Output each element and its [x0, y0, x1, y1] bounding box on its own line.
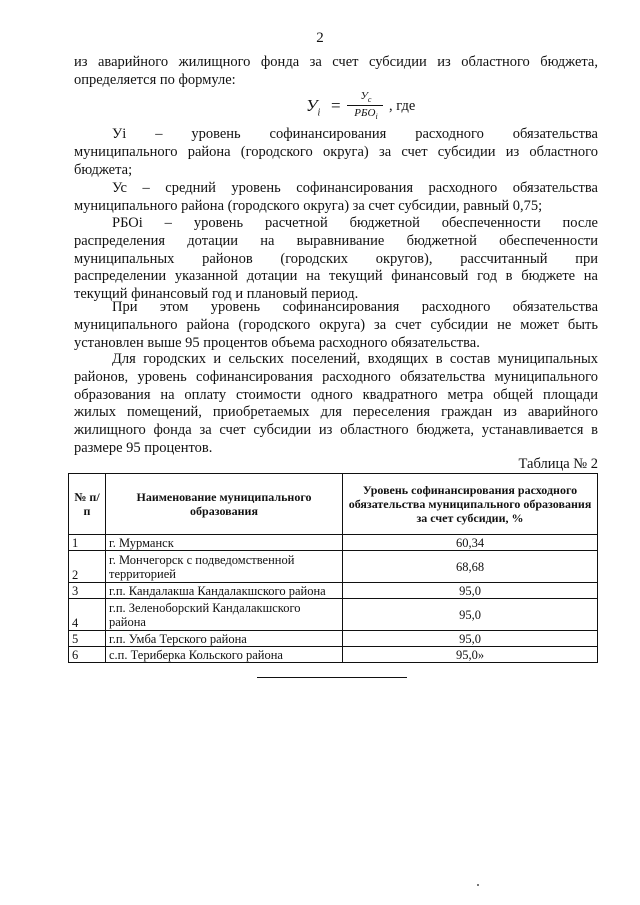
row-name: г.п. Зеленоборский Кандалакшского района — [106, 599, 343, 631]
row-num: 2 — [69, 551, 106, 583]
definition-yi — [74, 126, 598, 179]
paragraph-line: образования на оплату стоимости одного квадратного метра общей площади — [74, 386, 598, 403]
row-value: 95,0 — [343, 599, 598, 631]
paragraph-line: установлен выше 95 процентов объема расходного обязательства. — [74, 334, 480, 351]
row-num: 5 — [69, 631, 106, 647]
formula-denominator: $РБО_i$ — [354, 107, 378, 122]
row-value: 95,0 — [343, 583, 598, 599]
limit-paragraph — [74, 299, 598, 352]
row-num: 1 — [69, 535, 106, 551]
definition-line: РБОi – уровень расчетной бюджетной обеспеченности после — [112, 215, 598, 231]
definition-line: Уi – уровень софинансирования расходного обязательства — [112, 126, 598, 142]
row-value: 68,68 — [343, 551, 598, 583]
table-row — [69, 599, 598, 631]
scan-speck — [477, 884, 479, 886]
header-num: № п/п — [69, 474, 106, 535]
header-level: Уровень софинансирования расходного обязательства муниципального образования за счет субсидии, % — [343, 474, 598, 535]
end-rule — [257, 677, 407, 678]
paragraph-line: районов, уровень софинансирования расходного обязательства муниципального — [74, 368, 598, 385]
paragraph-line: размере 95 процентов. — [74, 439, 213, 456]
row-num: 4 — [69, 599, 106, 631]
row-name: г. Мурманск — [106, 535, 343, 551]
table-row — [69, 551, 598, 583]
row-name: с.п. Териберка Кольского района — [106, 647, 343, 663]
intro-line: из аварийного жилищного фонда за счет субсидии из областного бюджета, — [74, 54, 598, 70]
fraction-bar — [347, 105, 383, 106]
definition-line: распределении указанной дотации на текущий финансовый год в бюджете на — [74, 268, 598, 285]
formula — [0, 90, 640, 126]
table-caption: Таблица № 2 — [518, 456, 598, 472]
formula-equals: = — [331, 96, 341, 115]
row-value: 95,0» — [343, 647, 598, 663]
paragraph-line: муниципального района (городского округа) за счет субсидии не может быть — [74, 316, 598, 333]
row-name: г.п. Умба Терского района — [106, 631, 343, 647]
formula-lhs: $У_i$ — [306, 96, 321, 119]
definition-line: муниципального района (городского округа) за счет субсидии из областного — [74, 143, 598, 160]
settlements-paragraph — [74, 351, 598, 458]
definition-rbo — [74, 215, 598, 304]
intro-paragraph — [74, 54, 598, 90]
row-name: г. Мончегорск с подведомственной территорией — [106, 551, 343, 583]
table-row — [69, 647, 598, 663]
intro-line: определяется по формуле: — [74, 71, 236, 88]
definition-line: распределения дотации на выравнивание бюджетной обеспеченности — [74, 232, 598, 249]
table-row — [69, 583, 598, 599]
subsidy-table — [68, 473, 598, 663]
paragraph-line: жилых помещений, приобретаемых для переселения граждан из аварийного — [74, 404, 598, 421]
header-name: Наименование муниципального образования — [106, 474, 343, 535]
row-num: 6 — [69, 647, 106, 663]
row-value: 95,0 — [343, 631, 598, 647]
table-header-row — [69, 474, 598, 535]
page-number: 2 — [316, 30, 324, 46]
definition-line: Ус – средний уровень софинансирования расходного обязательства — [112, 180, 598, 196]
paragraph-line: При этом уровень софинансирования расходного обязательства — [112, 299, 598, 315]
row-name: г.п. Кандалакша Кандалакшского района — [106, 583, 343, 599]
definition-line: муниципальных районов (городских округов), рассчитанный при — [74, 250, 598, 267]
row-num: 3 — [69, 583, 106, 599]
row-value: 60,34 — [343, 535, 598, 551]
table-row — [69, 535, 598, 551]
definition-line: текущий финансовый год и плановый период. — [74, 286, 359, 303]
formula-numerator: $У_c$ — [360, 90, 372, 105]
paragraph-line: жилищного фонда за счет субсидии из областного бюджета, устанавливается в — [74, 422, 598, 439]
paragraph-line: Для городских и сельских поселений, входящих в состав муниципальных — [112, 351, 598, 367]
formula-tail: , где — [389, 98, 416, 114]
definition-line: муниципального района (городского округа) за счет субсидии, равный 0,75; — [74, 197, 543, 214]
definition-yc — [74, 180, 598, 216]
table-row — [69, 631, 598, 647]
definition-line: бюджета; — [74, 161, 133, 178]
